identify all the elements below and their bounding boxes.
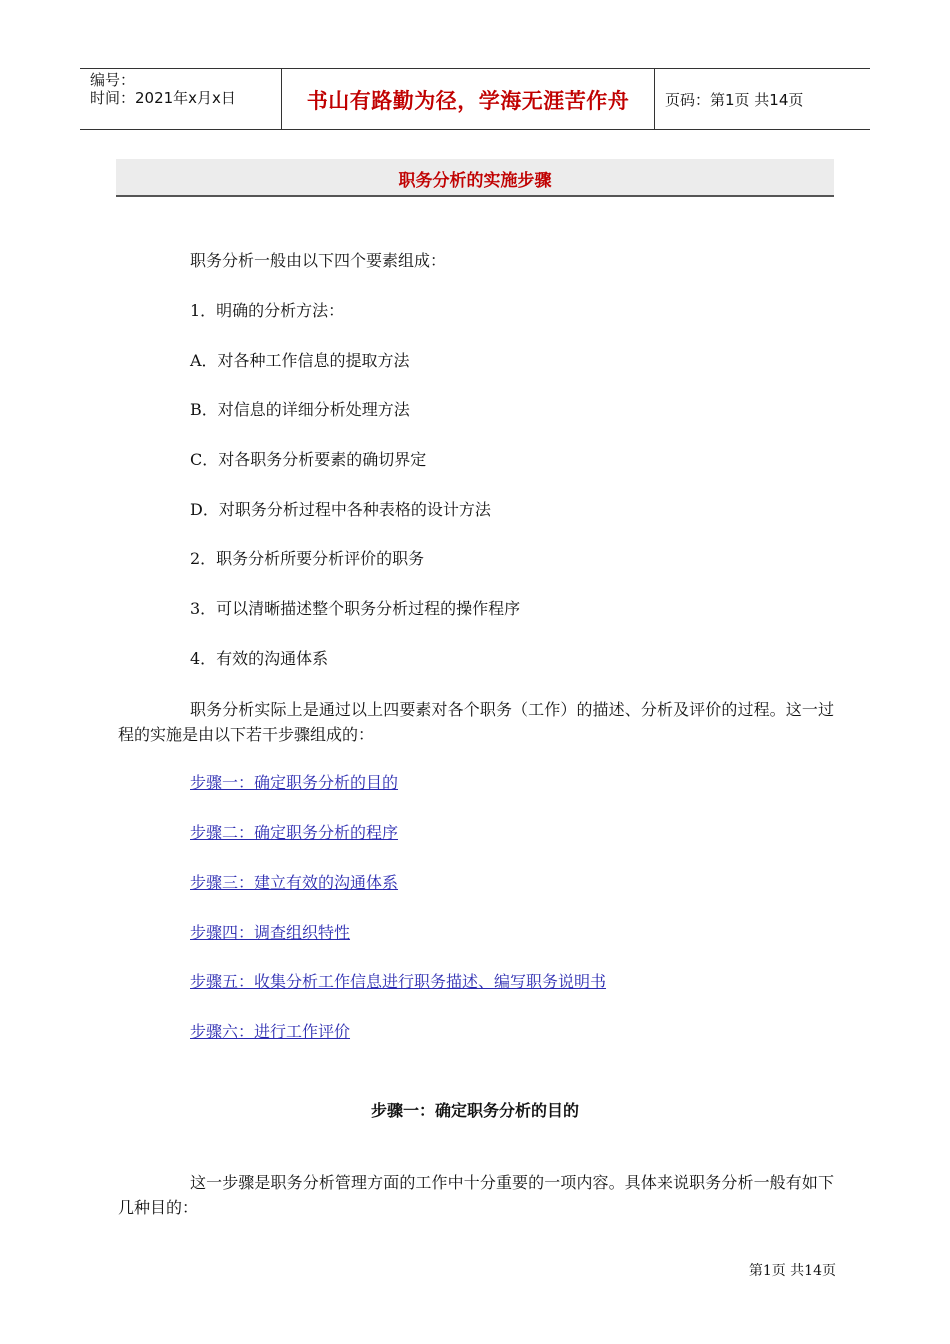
list-item: 4．有效的沟通体系 — [190, 649, 329, 668]
step-link-4[interactable]: 步骤四：调查组织特性 — [190, 923, 351, 942]
section-heading: 步骤一：确定职务分析的目的 — [370, 1101, 579, 1120]
intro-text: 职务分析一般由以下四个要素组成： — [190, 251, 447, 270]
paragraph-summary: 职务分析实际上是通过以上四要素对各个职务（工作）的描述、分析及评价的过程。这一过程的实施是由以下若干步骤组成的： — [118, 700, 834, 744]
step-link-5[interactable]: 步骤五：收集分析工作信息进行职务描述、编写职务说明书 — [190, 972, 607, 991]
list-item: B．对信息的详细分析处理方法 — [190, 400, 410, 419]
list-item: A．对各种工作信息的提取方法 — [190, 351, 410, 370]
header-page-cell — [655, 69, 870, 129]
step-link-6[interactable]: 步骤六：进行工作评价 — [190, 1022, 351, 1041]
list-item: 3．可以清晰描述整个职务分析过程的操作程序 — [190, 599, 521, 618]
list-item: 2．职务分析所要分析评价的职务 — [190, 549, 425, 568]
step-link-2[interactable]: 步骤二：确定职务分析的程序 — [190, 823, 399, 842]
step-link-3[interactable]: 步骤三：建立有效的沟通体系 — [190, 873, 399, 892]
footer-page-label: 第1页 共14页 — [748, 1263, 836, 1279]
paragraph-section: 这一步骤是职务分析管理方面的工作中十分重要的一项内容。具体来说职务分析一般有如下几种目的： — [118, 1173, 834, 1217]
header-table — [80, 68, 870, 130]
date-label: 时间：2021年x月x日 — [90, 89, 236, 107]
header-motto-cell — [282, 69, 655, 129]
number-label: 编号： — [90, 71, 136, 89]
list-item: D．对职务分析过程中各种表格的设计方法 — [190, 500, 491, 519]
list-item: 1．明确的分析方法： — [190, 301, 345, 320]
document-title: 职务分析的实施步骤 — [398, 171, 552, 191]
title-bar — [116, 159, 834, 197]
step-link-1[interactable]: 步骤一：确定职务分析的目的 — [190, 773, 399, 792]
motto: 书山有路勤为径，学海无涯苦作舟 — [306, 89, 630, 113]
list-item: C．对各职务分析要素的确切界定 — [190, 450, 427, 469]
header-meta-cell — [80, 69, 282, 129]
header-page-label: 页码：第1页 共14页 — [665, 91, 804, 109]
